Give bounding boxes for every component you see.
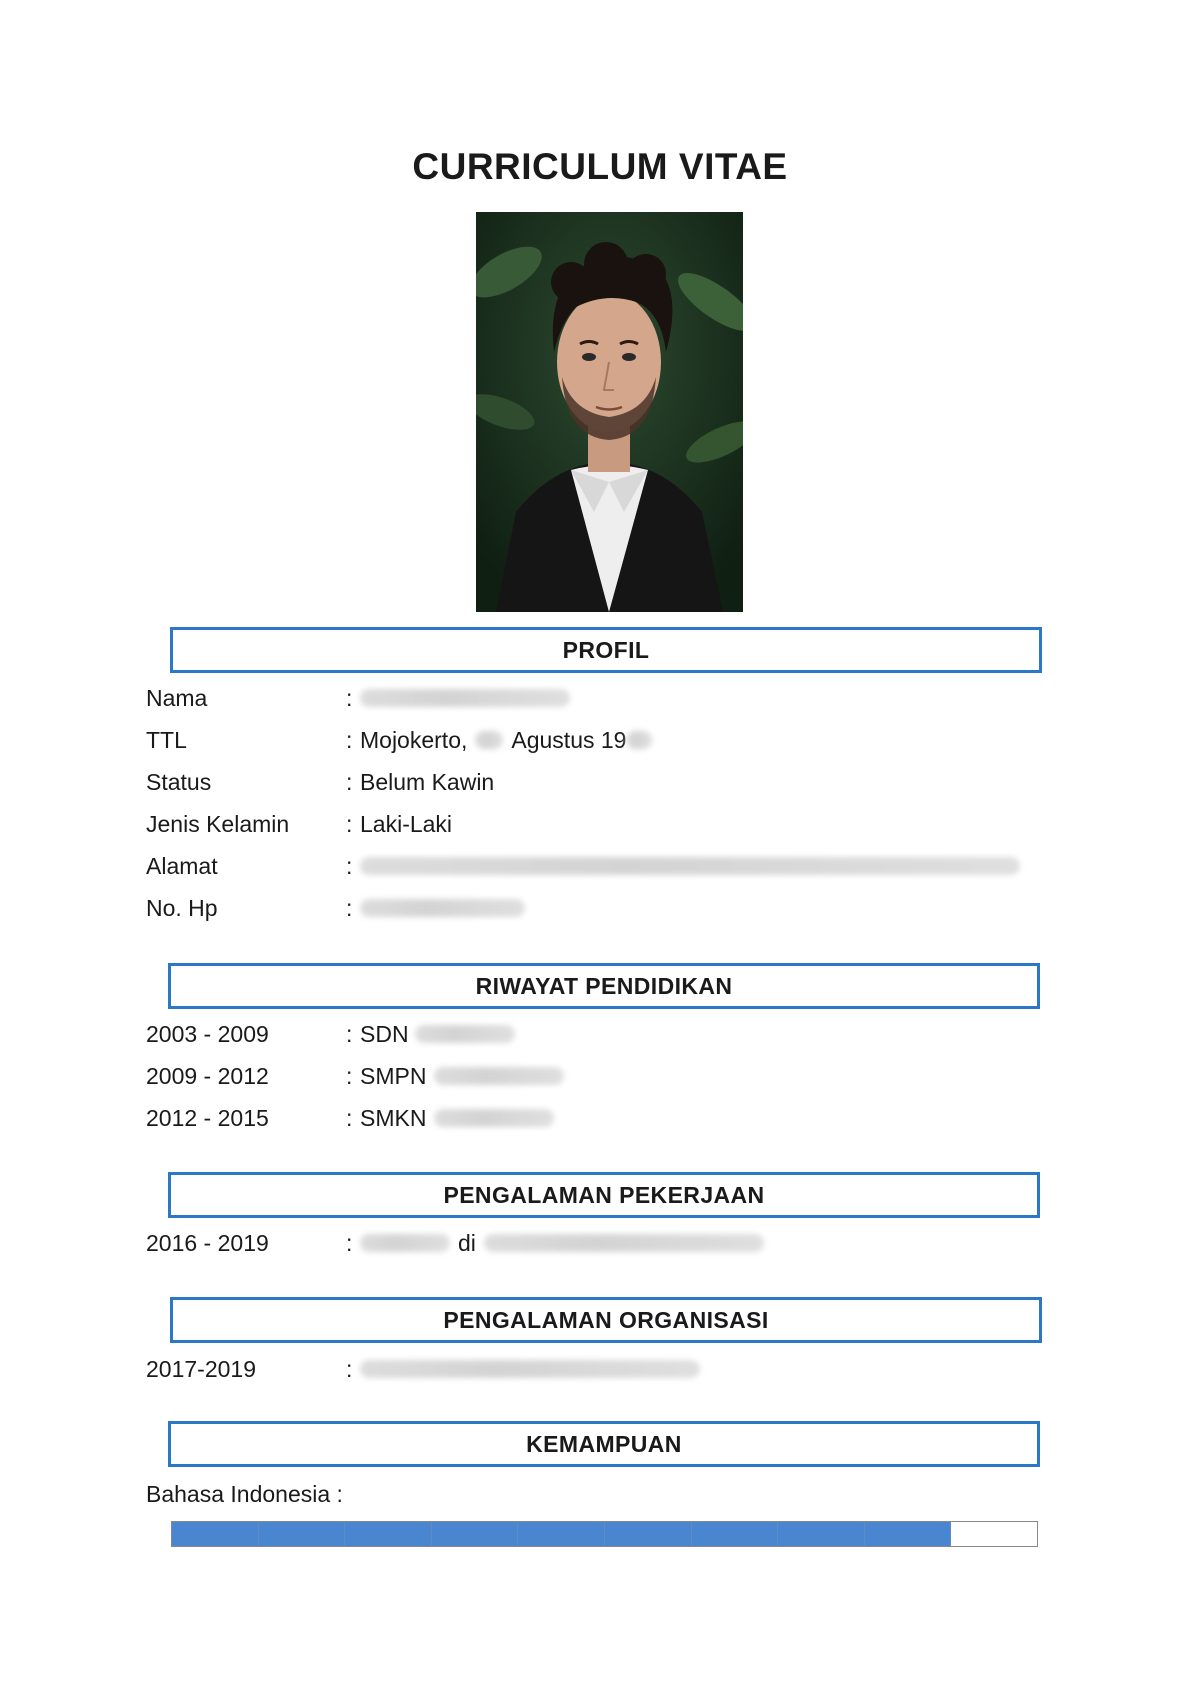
field-label: Alamat: [146, 853, 218, 879]
profile-photo: [476, 212, 743, 612]
skill-segment-filled: [865, 1522, 952, 1546]
field-label: Jenis Kelamin: [146, 811, 290, 837]
section-pendidikan-header: [168, 963, 1040, 1009]
skill-segment-filled: [605, 1522, 692, 1546]
redacted-value: [475, 731, 503, 749]
profile-row-gender: Jenis Kelamin : Laki-Laki: [146, 811, 453, 837]
redacted-value: [484, 1234, 764, 1252]
education-school: SMKN: [360, 1105, 427, 1131]
redacted-value: [360, 899, 525, 917]
redacted-value: [415, 1025, 515, 1043]
section-profil-header: [170, 627, 1042, 673]
field-value: Belum Kawin: [360, 769, 495, 795]
work-connector: di: [458, 1230, 476, 1256]
profile-row-nama: Nama :: [146, 684, 570, 712]
redacted-value: [360, 1360, 700, 1378]
section-kemampuan-header: [168, 1421, 1040, 1467]
organization-row: 2017-2019 :: [146, 1355, 700, 1383]
skill-level-bar: [171, 1521, 1038, 1547]
education-row: 2009 - 2012 : SMPN: [146, 1062, 564, 1090]
field-value: Laki-Laki: [360, 811, 453, 837]
skill-segment-filled: [345, 1522, 432, 1546]
page-title: CURRICULUM VITAE: [412, 146, 788, 187]
skill-segment-filled: [518, 1522, 605, 1546]
work-years: 2016 - 2019: [146, 1230, 269, 1256]
skill-segment-filled: [692, 1522, 779, 1546]
profile-row-hp: No. Hp :: [146, 894, 525, 922]
field-label: No. Hp: [146, 895, 218, 921]
organization-years: 2017-2019: [146, 1356, 256, 1382]
skill-segment-filled: [778, 1522, 865, 1546]
redacted-value: [434, 1067, 564, 1085]
skill-segment-filled: [259, 1522, 346, 1546]
education-row: 2012 - 2015 : SMKN: [146, 1104, 554, 1132]
section-kemampuan-title: KEMAMPUAN: [526, 1430, 682, 1457]
profile-row-alamat: Alamat :: [146, 852, 1020, 880]
profile-row-status: Status : Belum Kawin: [146, 769, 495, 795]
skill-segment-filled: [172, 1522, 259, 1546]
ttl-month: Agustus 19: [511, 727, 627, 753]
education-years: 2003 - 2009: [146, 1021, 269, 1047]
education-school: SDN: [360, 1021, 409, 1047]
education-school: SMPN: [360, 1063, 427, 1089]
field-label: TTL: [146, 727, 187, 753]
section-pekerjaan-header: [168, 1172, 1040, 1218]
field-label: Nama: [146, 685, 208, 711]
section-organisasi-title: PENGALAMAN ORGANISASI: [443, 1306, 769, 1333]
work-row: 2016 - 2019 : di: [146, 1229, 764, 1257]
section-organisasi-header: [170, 1297, 1042, 1343]
section-profil-title: PROFIL: [562, 636, 650, 663]
education-row: 2003 - 2009 : SDN: [146, 1020, 515, 1048]
skill-segment-filled: [432, 1522, 519, 1546]
ttl-city: Mojokerto,: [360, 727, 468, 753]
redacted-value: [360, 857, 1020, 875]
field-label: Status: [146, 769, 212, 795]
redacted-value: [360, 1234, 450, 1252]
education-years: 2012 - 2015: [146, 1105, 269, 1131]
section-pendidikan-title: RIWAYAT PENDIDIKAN: [475, 972, 733, 999]
section-pekerjaan-title: PENGALAMAN PEKERJAAN: [443, 1181, 765, 1208]
portrait-image: [476, 212, 743, 612]
redacted-value: [434, 1109, 554, 1127]
profile-row-ttl: TTL : Mojokerto, Agustus 19: [146, 726, 652, 754]
redacted-value: [360, 689, 570, 707]
redacted-value: [626, 731, 652, 749]
skill-row: [146, 1480, 343, 1508]
skill-label: Bahasa Indonesia :: [146, 1481, 343, 1507]
skill-segment-empty: [951, 1522, 1037, 1546]
education-years: 2009 - 2012: [146, 1063, 269, 1089]
